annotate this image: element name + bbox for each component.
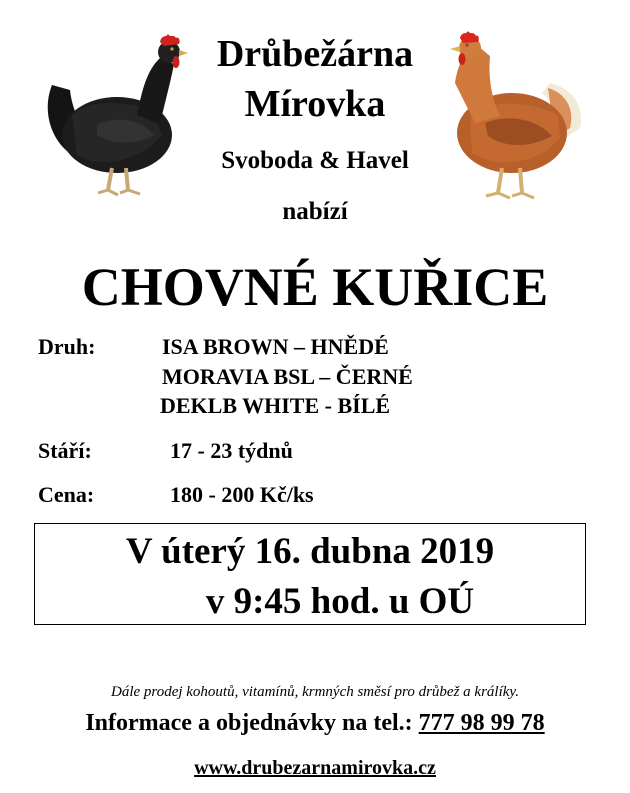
contact-text: Informace a objednávky na tel.: [85, 710, 419, 736]
offers-text: nabízí [282, 198, 348, 225]
price-label: Cena: [38, 482, 95, 507]
age-label: Stáří: [38, 438, 92, 463]
event-date: V úterý 16. dubna 2019 [125, 531, 495, 572]
breed-label: Druh: [38, 334, 96, 359]
headline: CHOVNÉ KUŘICE [81, 257, 549, 317]
breed-item: ISA BROWN – HNĚDÉ [162, 334, 389, 359]
page-title-line2: Mírovka [244, 83, 386, 125]
event-time-place: v 9:45 hod. u OÚ [205, 581, 475, 622]
breed-item: MORAVIA BSL – ČERNÉ [162, 364, 413, 389]
owners: Svoboda & Havel [221, 147, 409, 174]
phone-number[interactable]: 777 98 99 78 [418, 710, 545, 736]
age-value: 17 - 23 týdnů [170, 438, 293, 463]
website-link[interactable]: www.drubezarnamirovka.cz [194, 757, 436, 779]
extra-products: Dále prodej kohoutů, vitamínů, krmných směsí pro drůbež a králíky. [111, 684, 519, 700]
breed-item: DEKLB WHITE - BÍLÉ [160, 393, 391, 418]
page-title: Drůbežárna [216, 33, 414, 75]
contact-line [0, 708, 630, 738]
price-value: 180 - 200 Kč/ks [170, 482, 314, 507]
